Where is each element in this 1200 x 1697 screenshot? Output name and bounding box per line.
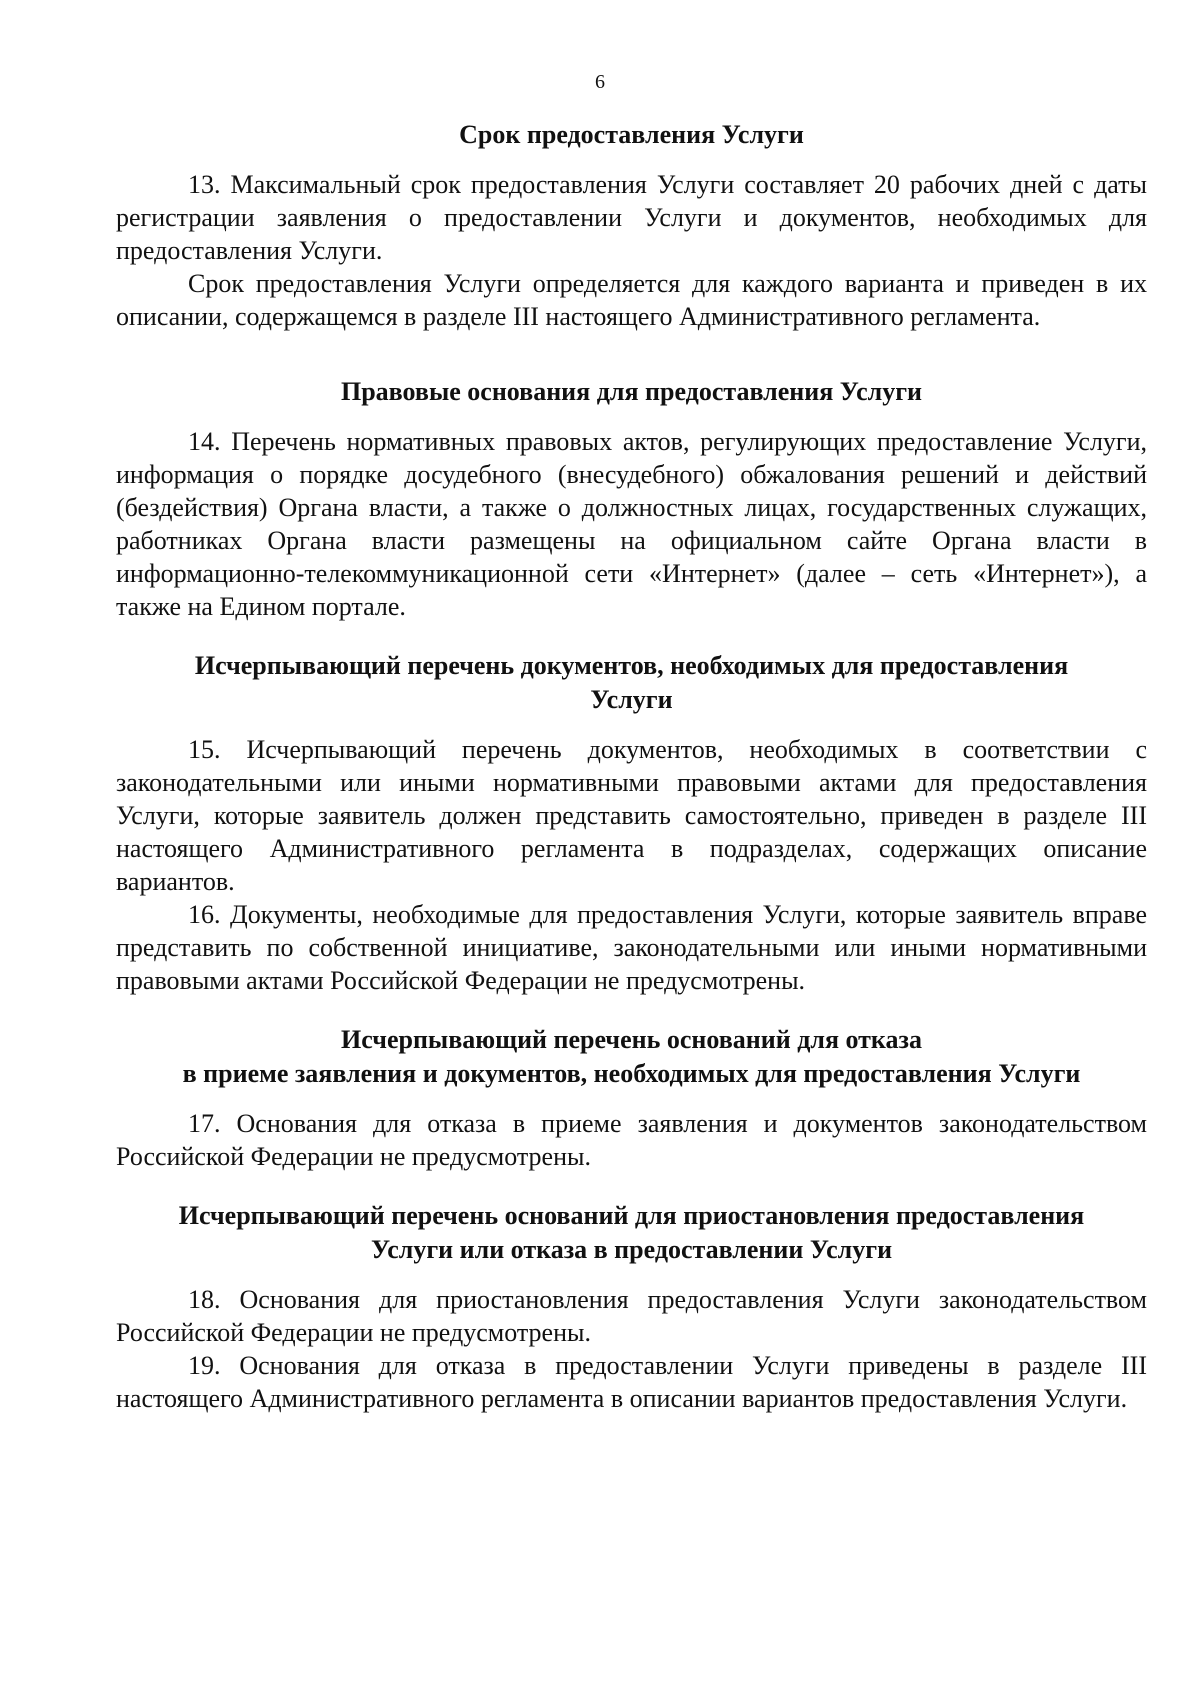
paragraph-16: 16. Документы, необходимые для предоставления Услуги, которые заявитель вправе представить по собственной инициативе, законодательными или иными нормативными правовыми актами Российской Федерации не предусмотрены.: [116, 900, 1147, 995]
paragraph-19: 19. Основания для отказа в предоставлении Услуги приведены в разделе III настоящего Административного регламента в описании вариантов предоставления Услуги.: [116, 1351, 1147, 1413]
heading-line: Срок предоставления Услуги: [459, 120, 804, 149]
section-heading-suspension-refusal: [116, 1199, 1147, 1267]
heading-line: Услуги или отказа в предоставлении Услуги: [370, 1235, 893, 1264]
paragraph-17: 17. Основания для отказа в приеме заявления и документов законодательством Российской Федерации не предусмотрены.: [116, 1109, 1147, 1171]
heading-line: Правовые основания для предоставления Услуги: [341, 377, 922, 406]
paragraph-13: 13. Максимальный срок предоставления Услуги составляет 20 рабочих дней с даты регистрации заявления о предоставлении Услуги и документов, необходимых для предоставления Услуги.: [116, 170, 1147, 265]
paragraph-14: 14. Перечень нормативных правовых актов, регулирующих предоставление Услуги, информация о порядке досудебного (внесудебного) обжалования решений и действий (бездействия) Органа власти, а также о должностных лицах, государственных служащих, работниках Органа власти размещены на официальном сайте Органа власти в информационно-телекоммуникационной сети «Интернет» (далее – сеть «Интернет»), а также на Едином портале.: [116, 427, 1147, 621]
heading-line: Исчерпывающий перечень документов, необходимых для предоставления: [194, 651, 1069, 680]
section-heading-refusal-reception: [116, 1023, 1147, 1091]
heading-line: в приеме заявления и документов, необходимых для предоставления Услуги: [182, 1059, 1081, 1088]
paragraph-18: 18. Основания для приостановления предоставления Услуги законодательством Российской Федерации не предусмотрены.: [116, 1285, 1147, 1347]
paragraph-15: 15. Исчерпывающий перечень документов, необходимых в соответствии с законодательными или иными нормативными правовыми актами для предоставления Услуги, которые заявитель должен представить самостоятельно, приведен в разделе III настоящего Административного регламента в подразделах, содержащих описание вариантов.: [116, 735, 1147, 896]
section-heading-term: [116, 118, 1147, 152]
paragraph-13-continued: Срок предоставления Услуги определяется для каждого варианта и приведен в их описании, содержащемся в разделе III настоящего Административного регламента.: [116, 269, 1147, 331]
section-heading-legal-basis: [116, 375, 1147, 409]
section-heading-documents-list: [116, 649, 1147, 717]
page-number: 6: [595, 71, 605, 93]
heading-line: Услуги: [590, 685, 673, 714]
heading-line: Исчерпывающий перечень оснований для приостановления предоставления: [178, 1201, 1085, 1230]
document-body: [116, 118, 1147, 1415]
heading-line: Исчерпывающий перечень оснований для отказа: [341, 1025, 922, 1054]
